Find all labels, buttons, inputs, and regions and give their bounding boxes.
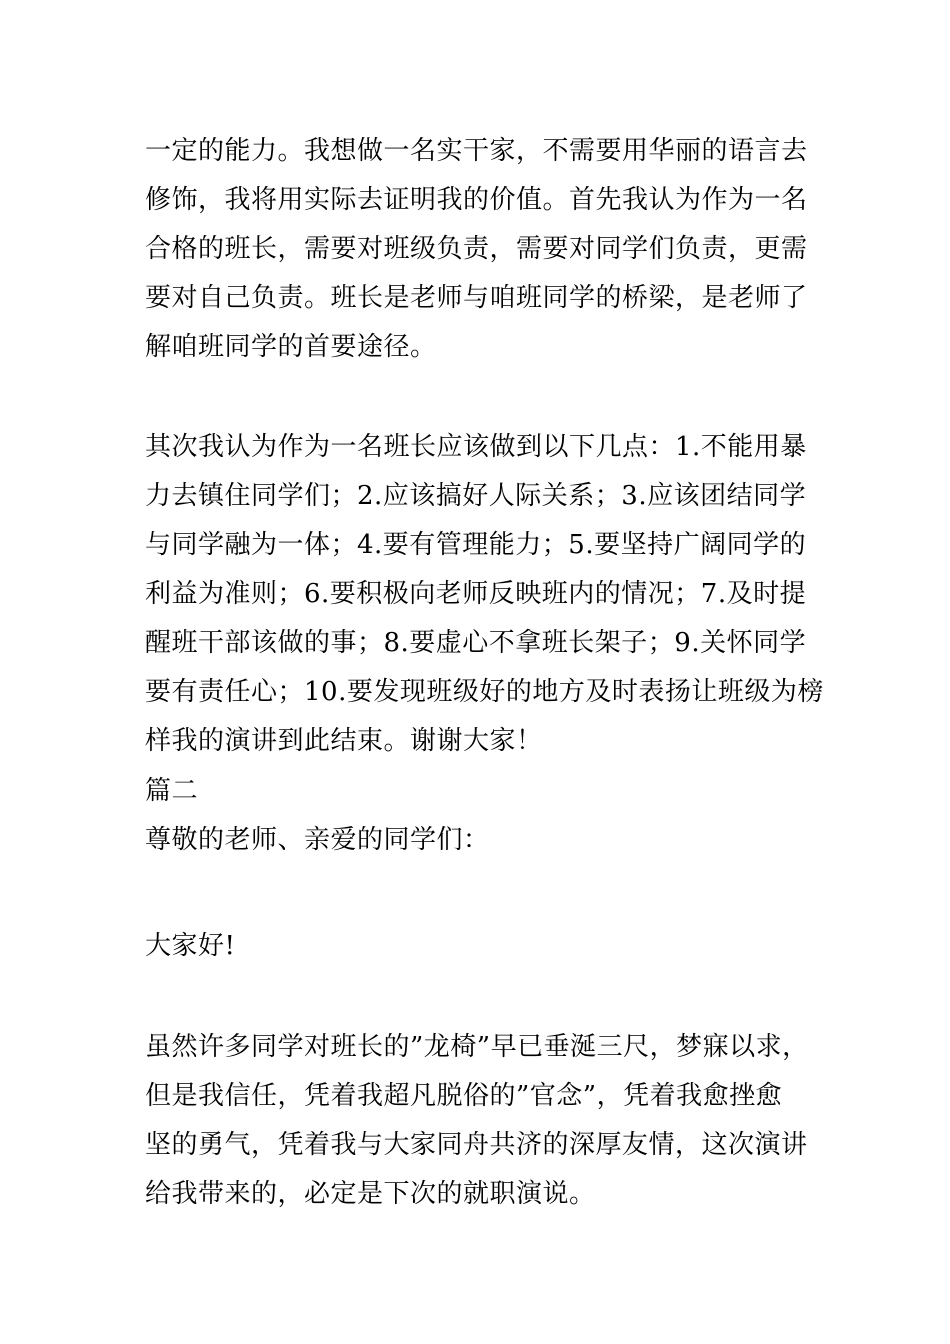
section-heading: 篇二 — [145, 776, 199, 806]
greeting: 大家好! — [145, 931, 236, 961]
paragraph-duties-list: 其次我认为作为一名班长应该做到以下几点：1.不能用暴 力去镇住同学们；2.应该搞好人际关系；3.应该团结同学 与同学融为一体；4.要有管理能力；5.要坚持广阔同学的 利益为准则；6.要积极向老师反映班内的情况；7.及时提 醒班干部该做的事；8.要虚心不拿班长架子；9.关怀同学 要有责任心；10.要发现班级好的地方及时表扬让班级为榜 样我的演讲到此结束。谢谢大家！ — [145, 432, 824, 756]
paragraph-continuation: 一定的能力。我想做一名实干家，不需要用华丽的语言去 修饰，我将用实际去证明我的价值。首先我认为作为一名 合格的班长，需要对班级负责，需要对同学们负责，更需 要对自己负责。班长是老师与咱班同学的桥梁，是老师了 解咱班同学的首要途径。 — [145, 136, 808, 362]
salutation: 尊敬的老师、亲爱的同学们： — [145, 825, 490, 855]
paragraph-speech-opening: 虽然许多同学对班长的”龙椅”早已垂涎三尺，梦寐以求， 但是我信任，凭着我超凡脱俗的”官念”，凭着我愈挫愈 坚的勇气，凭着我与大家同舟共济的深厚友情，这次演讲 给我带来的，必定是下次的就职演说。 — [145, 1032, 809, 1209]
